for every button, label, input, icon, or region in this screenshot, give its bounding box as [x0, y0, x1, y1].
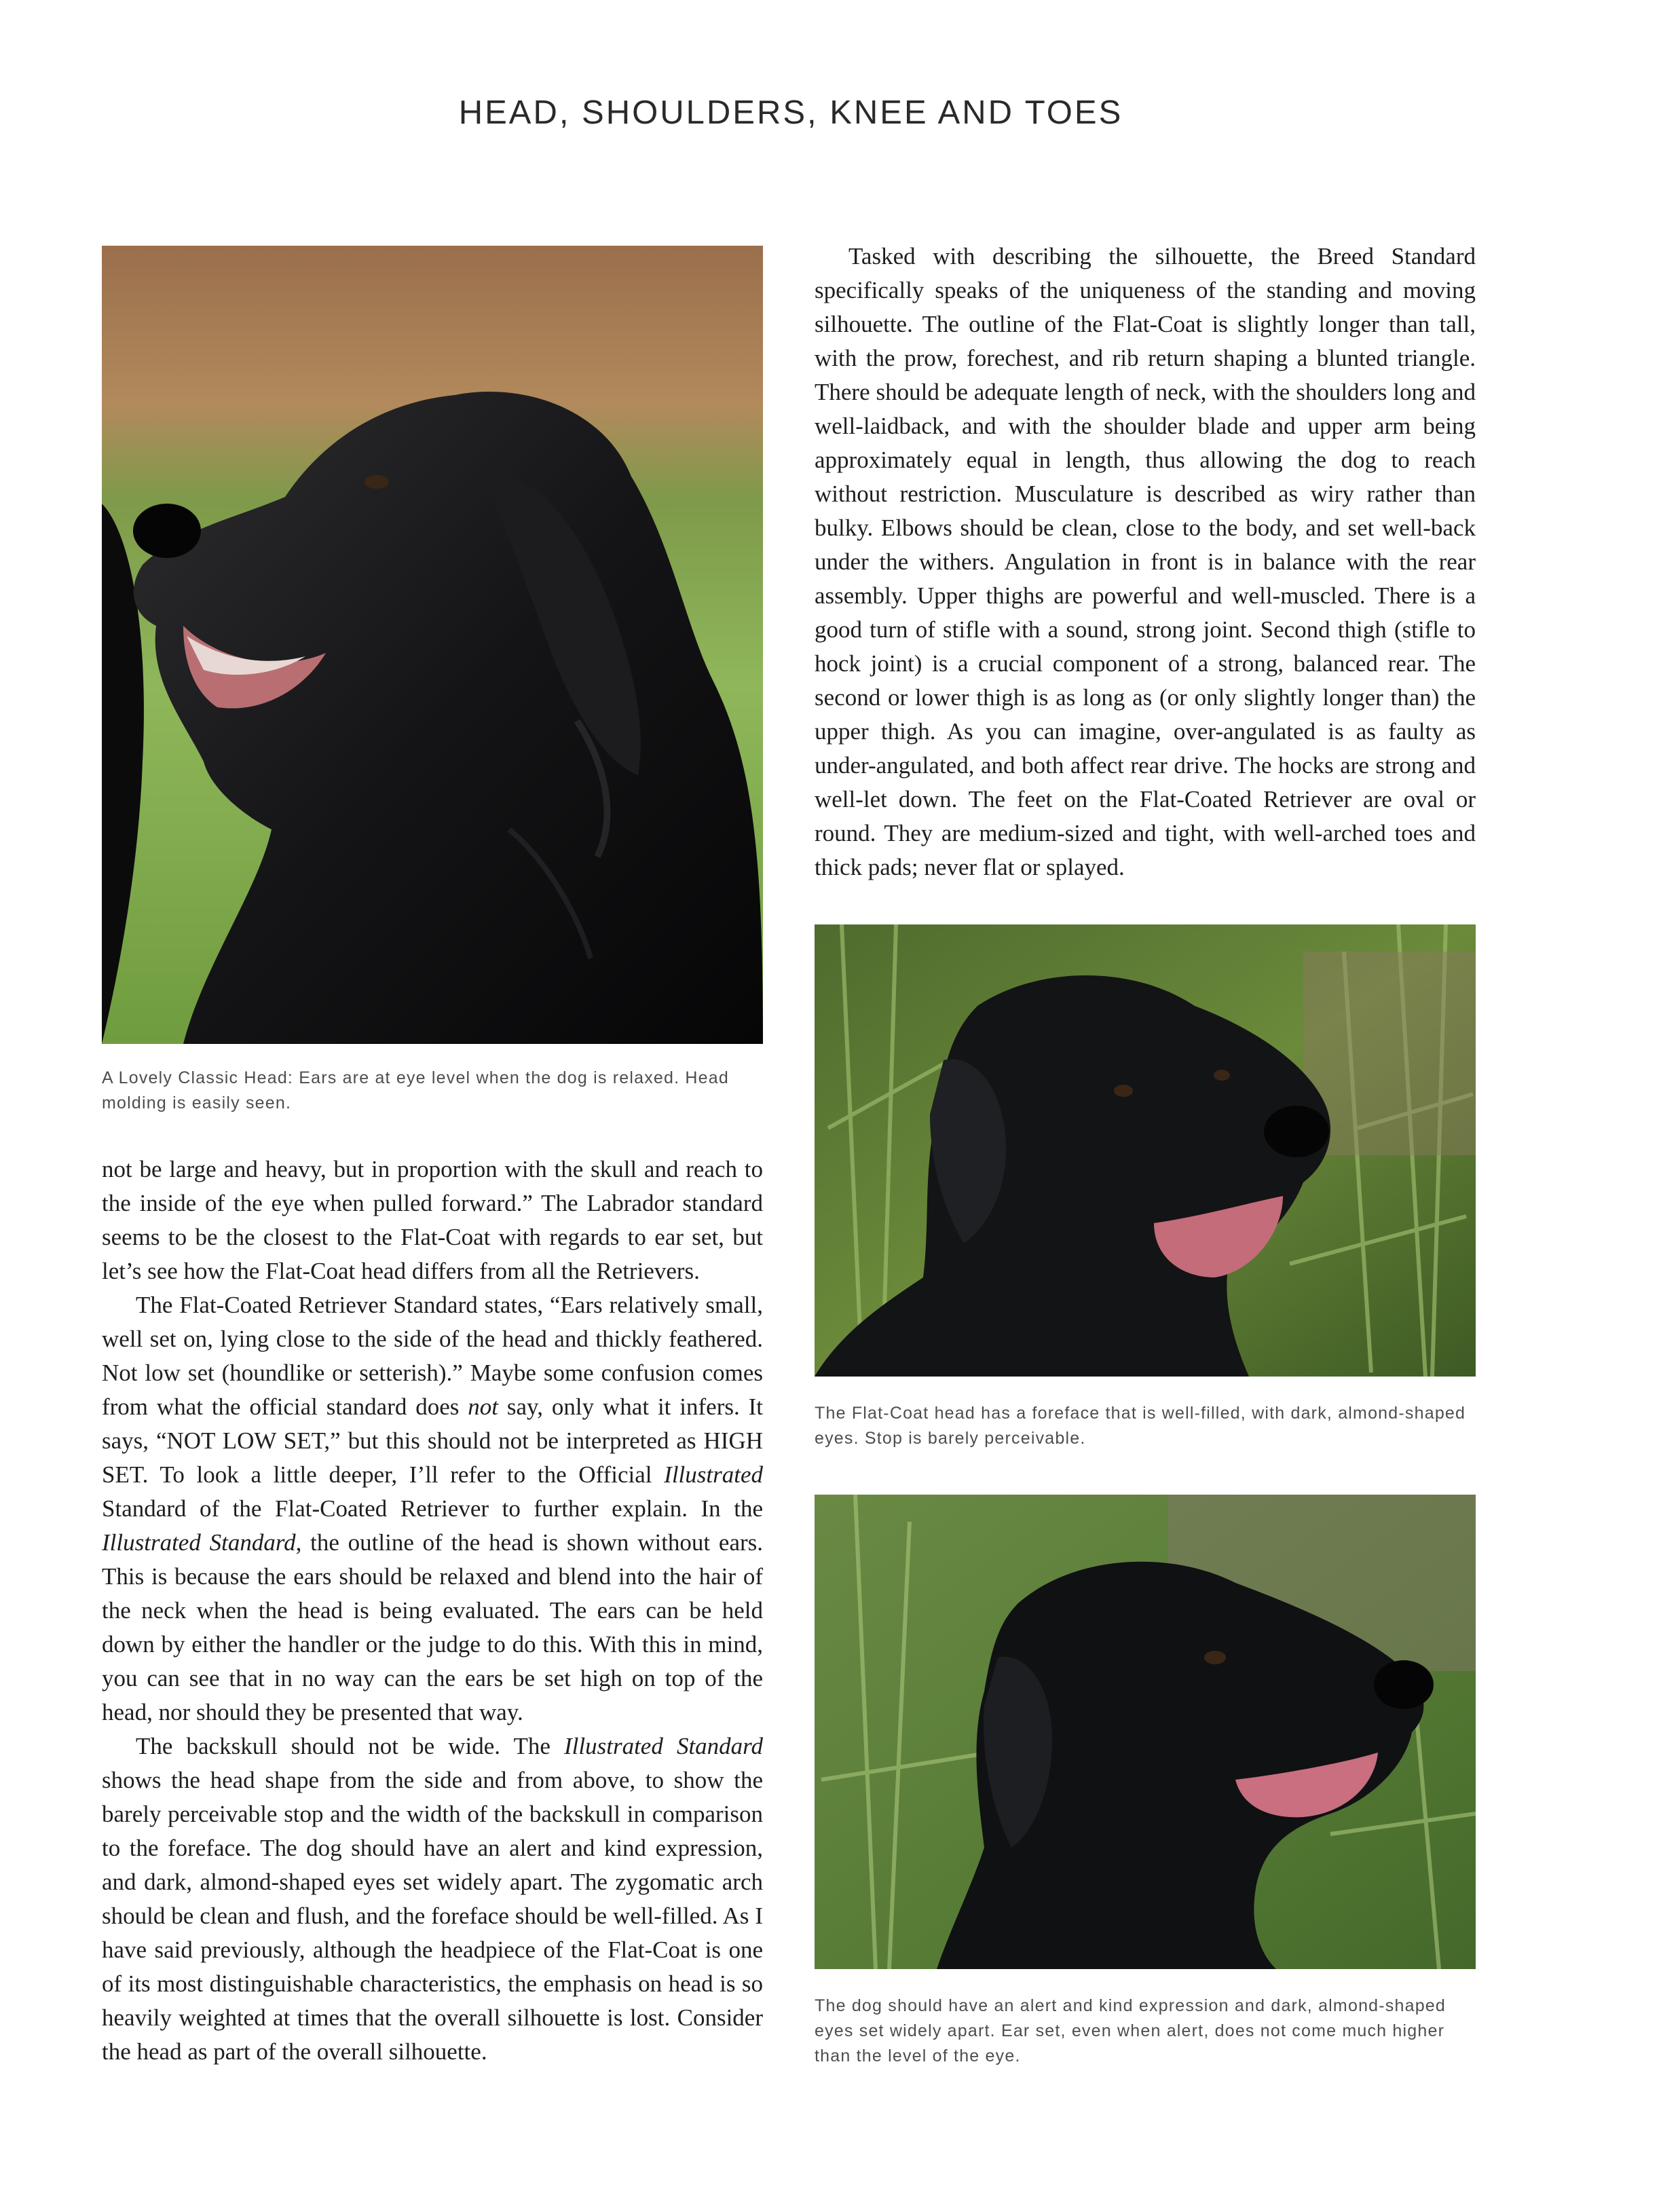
text-run: , the outline of the head is shown without ears. This is because the ears should be relaxed and blend into the hair of the neck when the head is being evaluated. The ears can be held down by either the handler or the judge to do this. With this in mind, you can see that in no way can the ears be set high on top of the head, nor should they be presented that way. — [102, 1529, 764, 1725]
dog-head-photo-3-image — [815, 1495, 1476, 1969]
dog-head-photo-3 — [815, 1495, 1476, 1969]
figure-caption-3: The dog should have an alert and kind expression and dark, almond-shaped eyes set widely apart. Ear set, even when alert, does not come much higher than the level of the eye. — [815, 1996, 1446, 2065]
dog-head-photo-1-image — [102, 246, 763, 1044]
emphasis-text: Illustrated — [664, 1461, 763, 1488]
dog-head-photo-2 — [815, 924, 1476, 1377]
body-paragraph — [102, 1729, 763, 2069]
emphasis-text: not — [468, 1393, 499, 1420]
left-column-text — [102, 1153, 763, 2069]
right-column-text — [815, 240, 1476, 884]
running-head: HEAD, SHOULDERS, KNEE AND TOES — [458, 94, 1123, 131]
emphasis-text: Illustrated Standard — [102, 1529, 296, 1556]
text-run: say, only what it infers. It says, “NOT LOW SET,” but this should not be interpreted as HIGH SET. To look a little deeper, I’ll refer to the Official — [102, 1393, 763, 1488]
text-run: The Flat-Coated Retriever Standard states, “Ears relatively small, well set on, lying close to the side of the head and thickly feathered. Not low set (houndlike or setterish).” Maybe some confusion comes from what the official standard does — [102, 1292, 763, 1420]
text-run: The backskull should not be wide. The — [136, 1733, 565, 1759]
text-run: Standard of the Flat-Coated Retriever to further explain. In the — [102, 1495, 763, 1522]
text-run: shows the head shape from the side and from above, to show the barely perceivable stop and the width of the backskull in comparison to the foreface. The dog should have an alert and kind expression, and dark, almond-shaped eyes set widely apart. The zygomatic arch should be clean and flush, and the foreface should be well-filled. As I have said previously, although the headpiece of the Flat-Coat is one of its most distinguishable characteristics, the emphasis on head is so heavily weighted at times that the overall silhouette is lost. Consider the head as part of the overall silhouette. — [102, 1767, 763, 2065]
figure-caption-2: The Flat-Coat head has a foreface that is well-filled, with dark, almond-shaped eyes. Stop is barely perceivable. — [815, 1404, 1466, 1448]
body-paragraph — [102, 1288, 763, 1729]
emphasis-text: Illustrated Standard — [564, 1733, 764, 1759]
figure-caption-1: A Lovely Classic Head: Ears are at eye level when the dog is relaxed. Head molding is easily seen. — [102, 1068, 729, 1112]
dog-head-photo-2-image — [815, 924, 1476, 1377]
body-paragraph: not be large and heavy, but in proportion with the skull and reach to the inside of the eye when pulled forward.” The Labrador standard seems to be the closest to the Flat-Coat with regards to ear set, but let’s see how the Flat-Coat head differs from all the Retrievers. — [102, 1156, 763, 1284]
body-paragraph: Tasked with describing the silhouette, the Breed Standard specifically speaks of the uniqueness of the standing and moving silhouette. The outline of the Flat-Coat is slightly longer than tall, with the prow, forechest, and rib return shaping a blunted triangle. There should be adequate length of neck, with the shoulders long and well-laidback, and with the shoulder blade and upper arm being approximately equal in length, thus allowing the dog to reach without restriction. Musculature is described as wiry rather than bulky. Elbows should be clean, close to the body, and set well-back under the withers. Angulation in front is in balance with the rear assembly. Upper thighs are powerful and well-muscled. There is a good turn of stifle with a sound, strong joint. Second thigh (stifle to hock joint) is a crucial component of a strong, balanced rear. The second or lower thigh is as long as (or only slightly longer than) the upper thigh. As you can imagine, over-angulated is as faulty as under-angulated, and both affect rear drive. The hocks are strong and well-let down. The feet on the Flat-Coated Retriever are oval or round. They are medium-sized and tight, with well-arched toes and thick pads; never flat or splayed. — [815, 243, 1476, 880]
dog-head-photo-1 — [102, 246, 763, 1044]
